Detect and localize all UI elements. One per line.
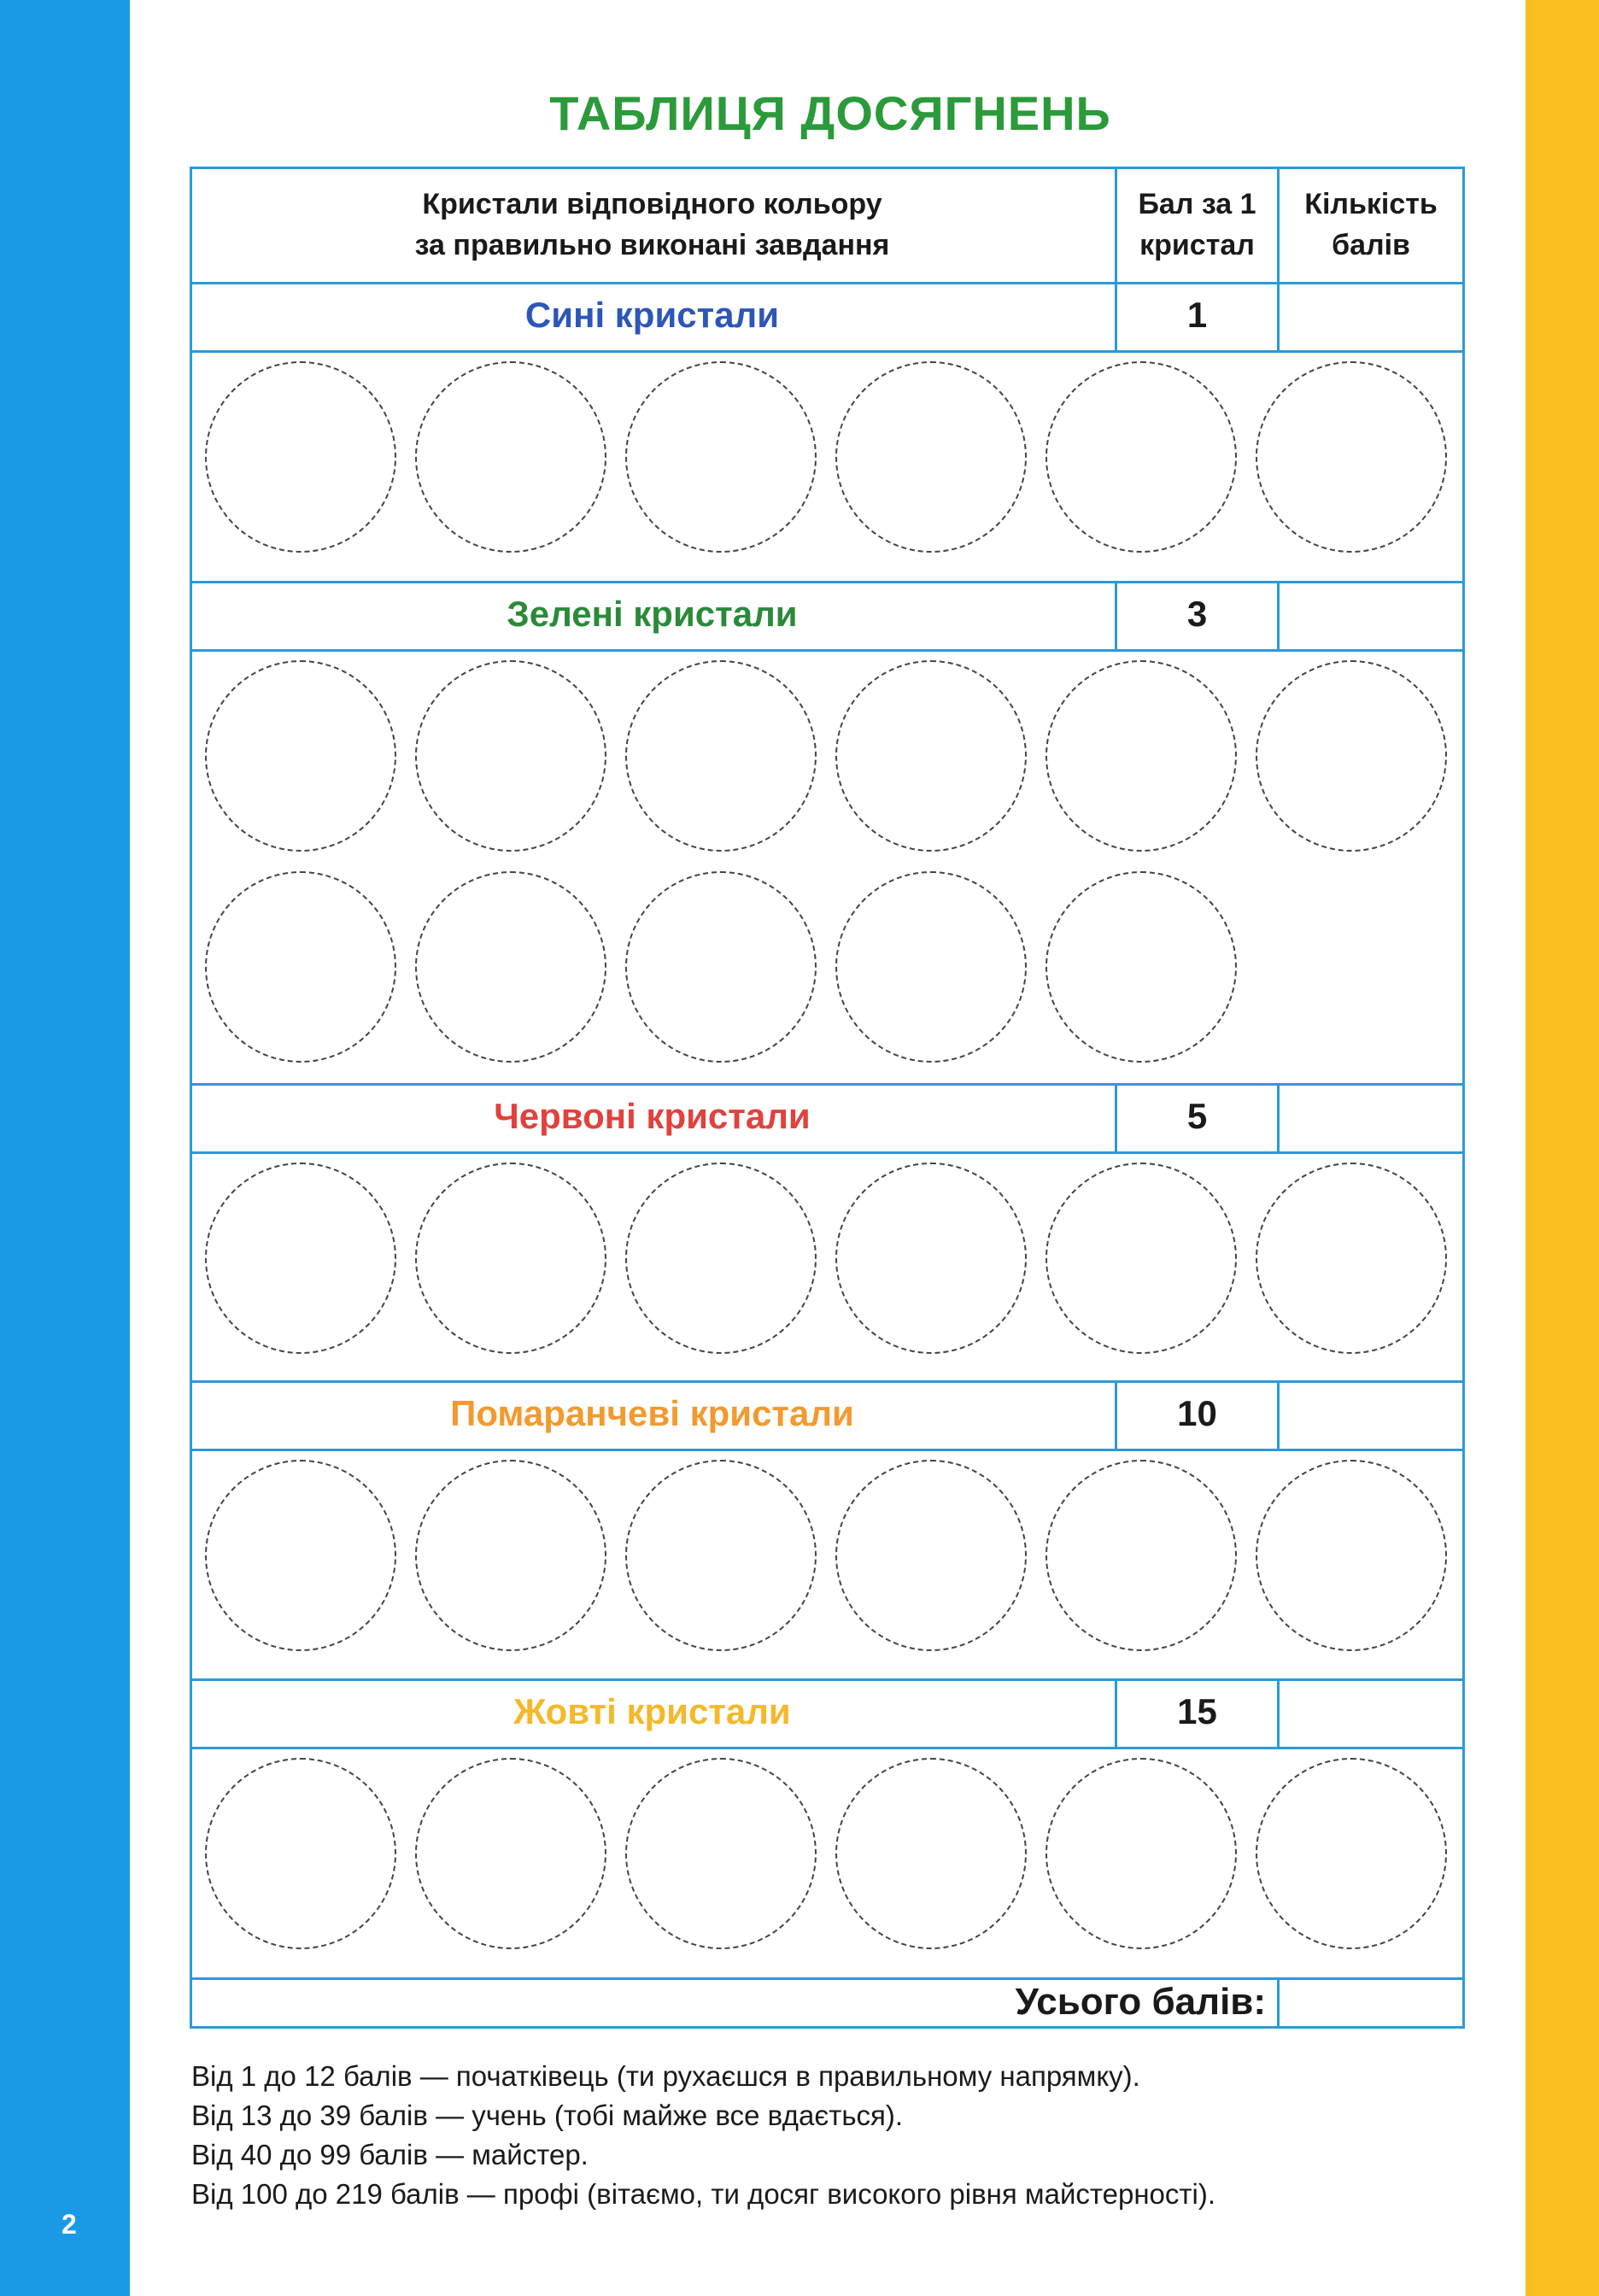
row-label-green: Зелені кристали xyxy=(507,594,798,634)
crystal-slot xyxy=(625,1460,817,1651)
row-label-red: Червоні кристали xyxy=(494,1096,811,1136)
legend-line-2: Від 13 до 39 балів — учень (тобі майже все вдається). xyxy=(191,2100,904,2131)
right-color-band xyxy=(1526,0,1599,2296)
crystal-slot xyxy=(415,660,606,852)
row-label-yellow: Жовті кристали xyxy=(513,1691,791,1731)
header-points-total: Кількість балів xyxy=(1304,188,1438,261)
row-points-red: 5 xyxy=(1186,1096,1208,1136)
crystal-slot xyxy=(835,1163,1027,1354)
crystal-slot xyxy=(415,1758,606,1949)
crystal-slot xyxy=(625,1163,817,1354)
legend-line-3: Від 40 до 99 балів — майстер. xyxy=(191,2139,589,2170)
crystal-slot xyxy=(835,361,1027,553)
page-title: ТАБЛИЦЯ ДОСЯГНЕНЬ xyxy=(549,86,1111,140)
achievements-table xyxy=(190,167,1465,2029)
row-label-orange: Помаранчеві кристали xyxy=(450,1393,854,1433)
row-points-orange: 10 xyxy=(1177,1393,1217,1433)
crystal-slot xyxy=(205,871,396,1063)
row-points-blue: 1 xyxy=(1186,295,1208,335)
crystal-slot xyxy=(1046,1163,1237,1354)
crystal-slot xyxy=(205,1758,396,1949)
crystal-slot xyxy=(205,1460,396,1651)
score-legend xyxy=(191,2057,1215,2214)
crystal-slot xyxy=(415,871,606,1063)
crystal-slot xyxy=(415,1163,606,1354)
crystal-slot xyxy=(1256,660,1447,852)
page-number: 2 xyxy=(62,2209,77,2240)
row-points-yellow: 15 xyxy=(1177,1691,1217,1731)
header-crystals: Кристали відповідного кольору за правильно виконані завдання xyxy=(414,188,890,261)
crystal-slot xyxy=(205,660,396,852)
crystal-slot xyxy=(835,660,1027,852)
header-points-per-crystal: Бал за 1 кристал xyxy=(1138,188,1256,261)
crystal-slot xyxy=(625,871,817,1063)
crystal-slot xyxy=(415,361,606,553)
total-label: Усього балів: xyxy=(1015,1981,1266,2023)
crystal-slot xyxy=(625,361,817,553)
crystal-slot xyxy=(625,1758,817,1949)
row-label-blue: Сині кристали xyxy=(524,295,780,335)
crystal-slot xyxy=(1046,1758,1237,1949)
crystal-slot xyxy=(415,1460,606,1651)
crystal-slot xyxy=(1046,871,1237,1063)
legend-line-1: Від 1 до 12 балів — початківець (ти рухаєшся в правильному напрямку). xyxy=(191,2060,1140,2092)
crystal-slot xyxy=(205,1163,396,1354)
left-color-band xyxy=(0,0,130,2296)
row-points-green: 3 xyxy=(1186,594,1208,634)
crystal-slot xyxy=(1046,1460,1237,1651)
crystal-slot xyxy=(205,361,396,553)
legend-line-4: Від 100 до 219 балів — профі (вітаємо, ти досяг високого рівня майстерності). xyxy=(191,2178,1216,2210)
crystal-slot xyxy=(1046,660,1237,852)
crystal-slot xyxy=(835,1758,1027,1949)
crystal-slot xyxy=(1256,1758,1447,1949)
crystal-slot xyxy=(625,660,817,852)
crystal-slot xyxy=(835,871,1027,1063)
crystal-slot xyxy=(1256,1460,1447,1651)
crystal-slot xyxy=(835,1460,1027,1651)
crystal-slot xyxy=(1256,361,1447,553)
crystal-slot xyxy=(1046,361,1237,553)
crystal-slot xyxy=(1256,1163,1447,1354)
